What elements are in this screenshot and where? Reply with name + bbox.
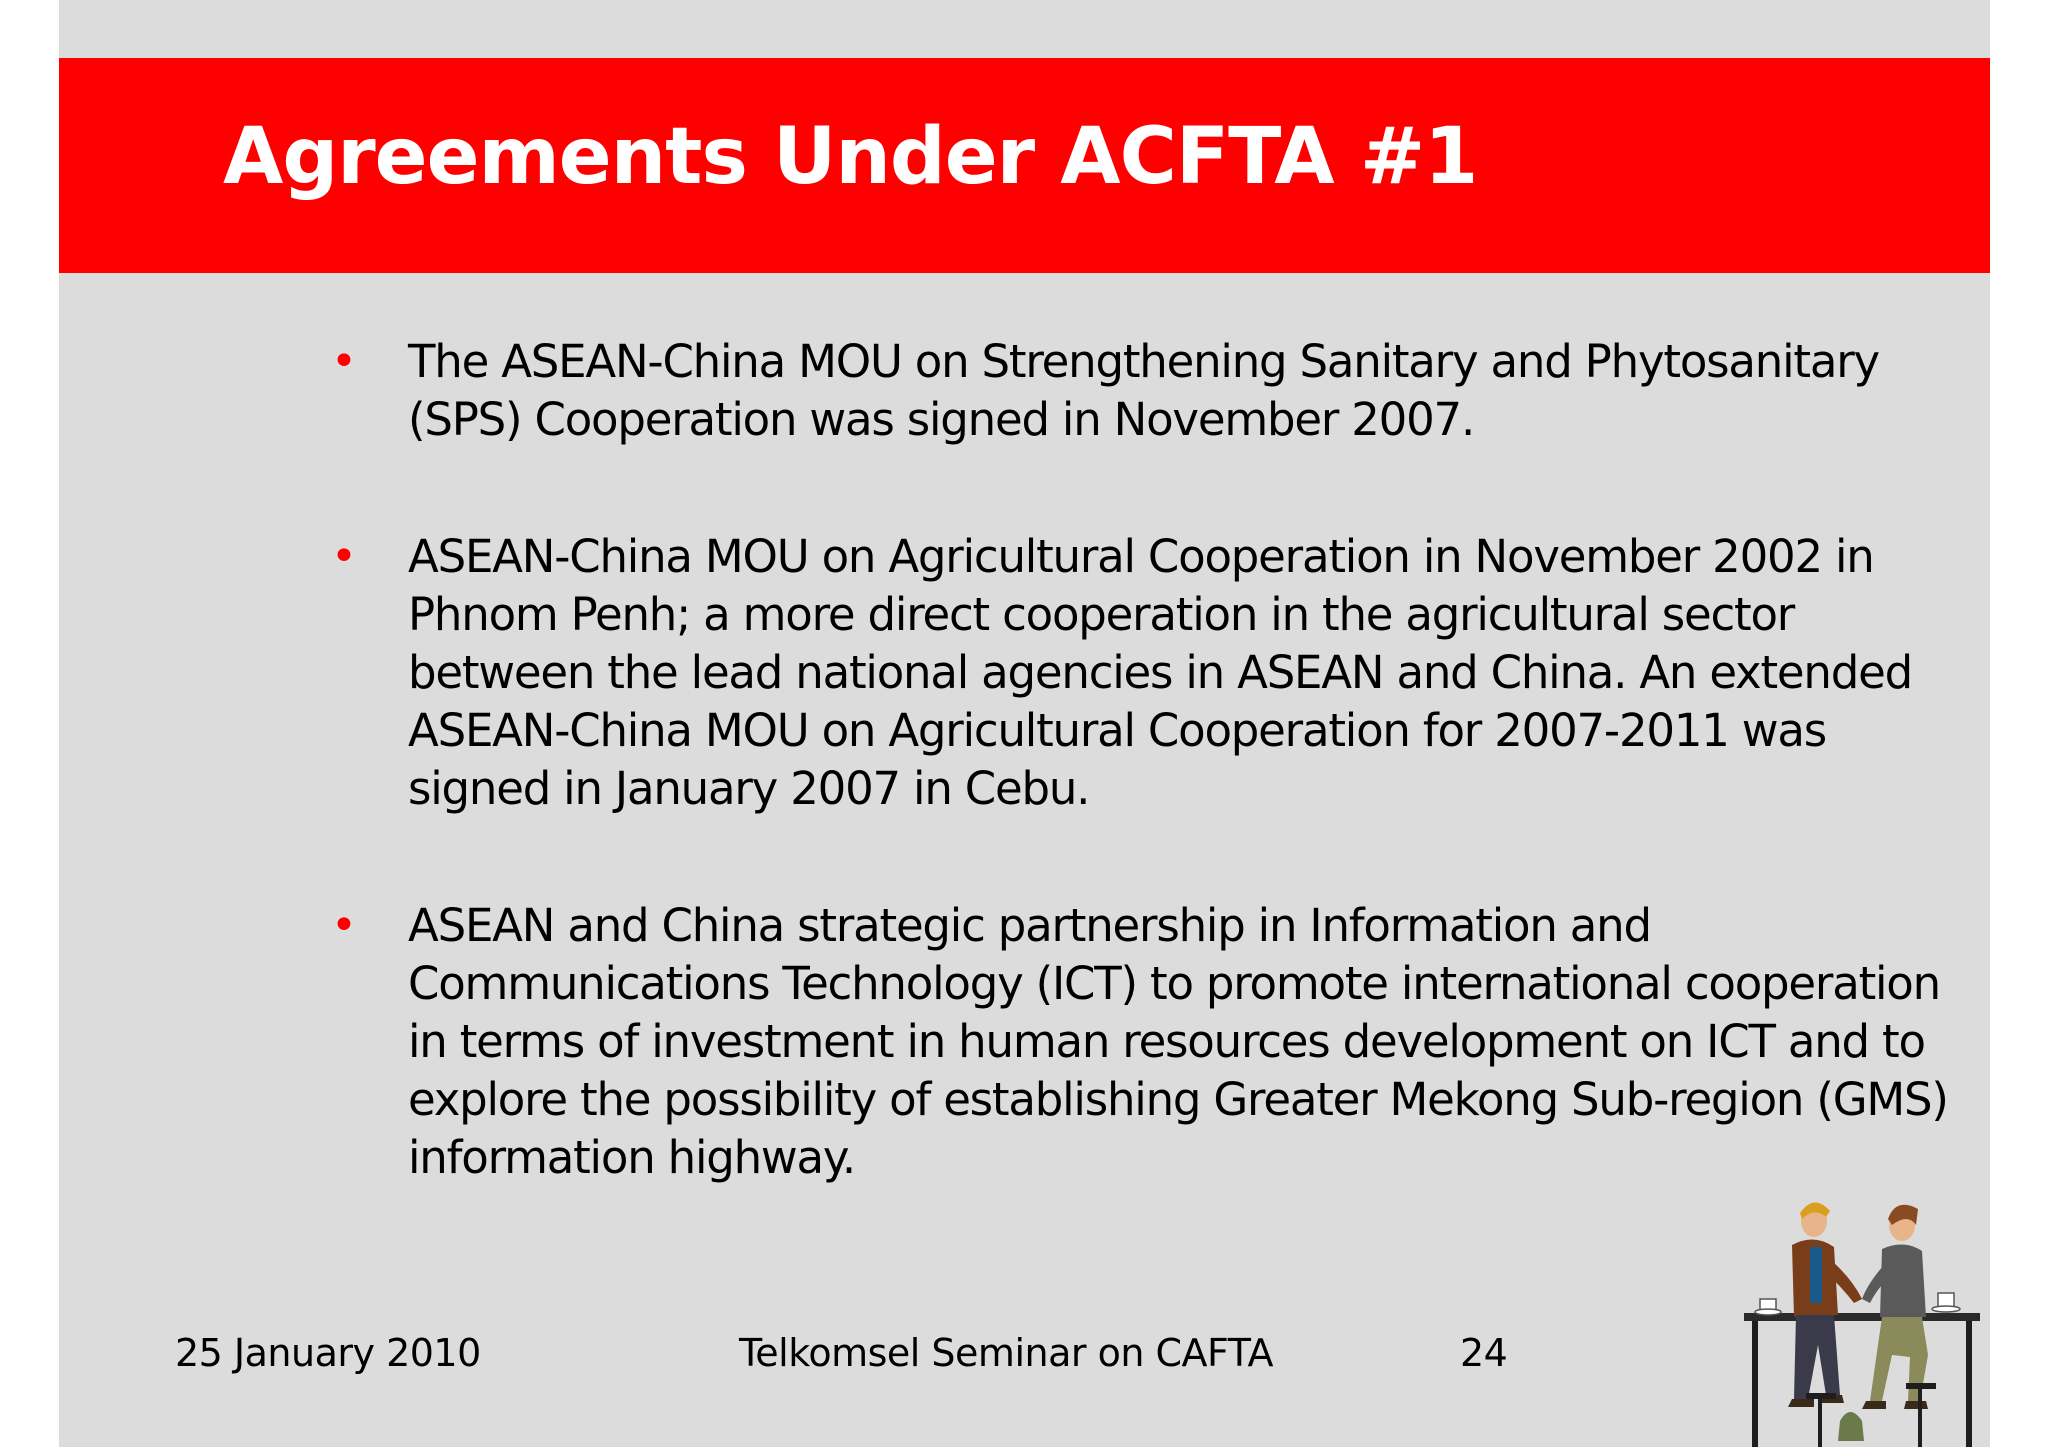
bullet-dot-icon: • xyxy=(331,531,356,582)
bullet-text: The ASEAN-China MOU on Strengthening Sanitary and Phytosanitary (SPS) Cooperation was signed in November 2007. xyxy=(408,335,1879,446)
slide xyxy=(59,0,1990,1447)
bullet-item xyxy=(331,333,1981,449)
two-men-at-cafe-table-clipart-icon xyxy=(1722,1195,1990,1447)
bullet-dot-icon: • xyxy=(331,900,356,951)
bullet-list xyxy=(331,333,1981,1266)
bullet-text: ASEAN and China strategic partnership in Information and Communications Technology (ICT) to promote international cooperation in terms of investment in human resources development on ICT and to explore the possibility of establishing Greater Mekong Sub-region (GMS) information highway. xyxy=(408,899,1948,1184)
bullet-text: ASEAN-China MOU on Agricultural Cooperation in November 2002 in Phnom Penh; a more direct cooperation in the agricultural sector between the lead national agencies in ASEAN and China. An extended ASEAN-China MOU on Agricultural Cooperation for 2007-2011 was signed in January 2007 in Cebu. xyxy=(408,530,1912,815)
bullet-item xyxy=(331,528,1981,818)
bullet-item xyxy=(331,897,1981,1187)
slide-title: Agreements Under ACFTA #1 xyxy=(223,112,1478,202)
bullet-dot-icon: • xyxy=(331,336,356,387)
footer-date: 25 January 2010 xyxy=(175,1331,481,1375)
footer-event-title: Telkomsel Seminar on CAFTA xyxy=(739,1331,1273,1375)
footer-page-number: 24 xyxy=(1460,1331,1508,1375)
